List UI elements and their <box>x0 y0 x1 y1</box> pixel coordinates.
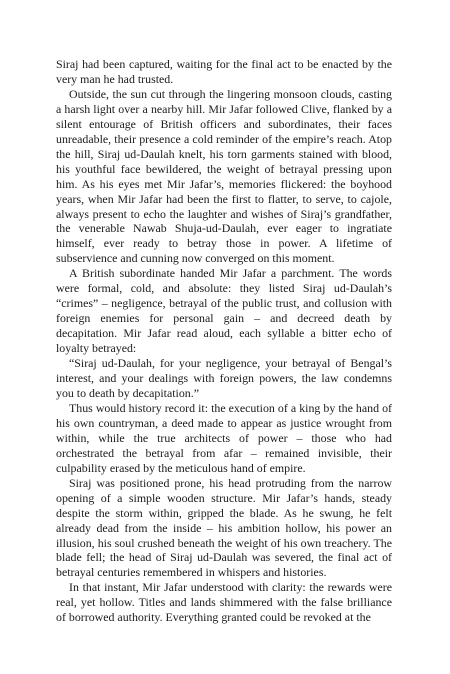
book-page-body <box>56 57 392 625</box>
paragraph-4-quote: “Siraj ud-Daulah, for your negligence, your betrayal of Bengal’s interest, and your dealings with foreign powers, the law condemns you to death by decapitation.” <box>56 356 392 400</box>
paragraph-7: In that instant, Mir Jafar understood with clarity: the rewards were real, yet hollow. Titles and lands shimmered with the false brilliance of borrowed authority. Everything granted could be revoked at the <box>56 580 392 625</box>
paragraph-2: Outside, the sun cut through the lingering monsoon clouds, casting a harsh light over a nearby hill. Mir Jafar followed Clive, flanked by a silent entourage of British officers and subordinates, their faces unreadable, their presence a cold reminder of the empire’s reach. Atop the hill, Siraj ud-Daulah knelt, his torn garments stained with blood, his youthful face bewildered, the weight of betrayal pressing upon him. As his eyes met Mir Jafar’s, memories flickered: the boyhood years, when Mir Jafar had been the first to flatter, to serve, to cajole, always present to echo the laughter and wishes of Siraj’s grandfather, the venerable Nawab Shuja-ud-Daulah, ever eager to ingratiate himself, ever ready to betray those in power. A lifetime of subservience and cunning now converged on this moment. <box>56 86 392 266</box>
paragraph-1: Siraj had been captured, waiting for the final act to be enacted by the very man he had trusted. <box>56 57 392 86</box>
paragraph-6: Siraj was positioned prone, his head protruding from the narrow opening of a simple wooden structure. Mir Jafar’s hands, steady despite the storm within, gripped the blade. As he swung, he felt already dead from the inside – his ambition hollow, his power an illusion, his soul crushed beneath the weight of his own treachery. The blade fell; the head of Siraj ud-Daulah was severed, the final act of betrayal centuries remembered in whispers and histories. <box>56 475 392 580</box>
paragraph-5: Thus would history record it: the execution of a king by the hand of his own countryman, a deed made to appear as justice wrought from within, while the true architects of power – those who had orchestrated the betrayal from afar – remained invisible, their culpability erased by the meticulous hand of empire. <box>56 400 392 475</box>
paragraph-3: A British subordinate handed Mir Jafar a parchment. The words were formal, cold, and absolute: they listed Siraj ud-Daulah’s “crimes” – negligence, betrayal of the public trust, and collusion with foreign enemies for personal gain – and decreed death by decapitation. Mir Jafar read aloud, each syllable a bitter echo of loyalty betrayed: <box>56 266 392 356</box>
